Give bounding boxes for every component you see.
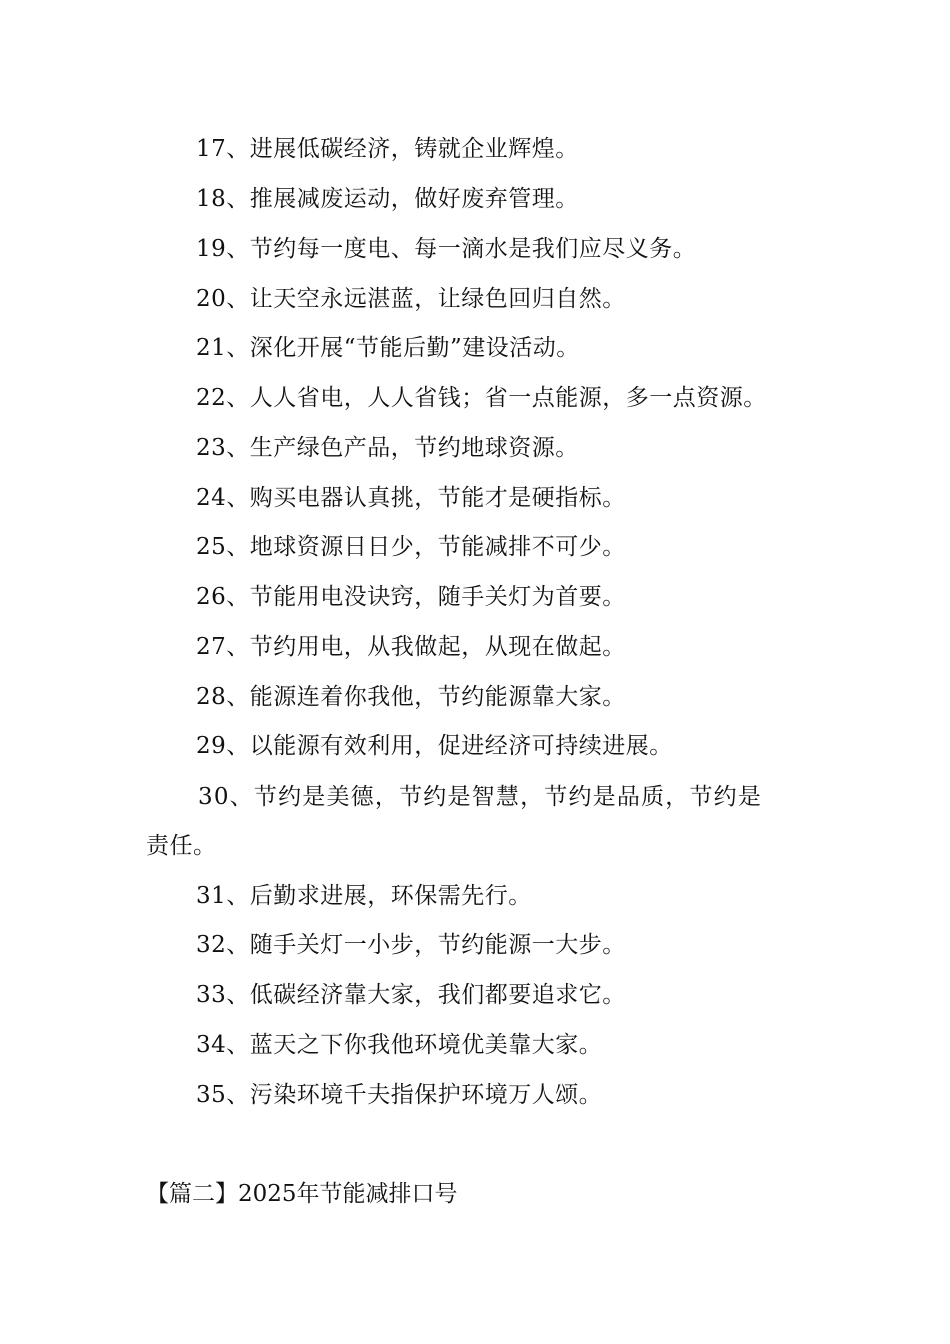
slogan-23: 23、生产绿色产品，节约地球资源。: [196, 435, 579, 461]
slogan-17: 17、进展低碳经济，铸就企业辉煌。: [196, 136, 579, 162]
slogan-35: 35、污染环境千夫指保护环境万人颂。: [196, 1082, 603, 1108]
slogan-32: 32、随手关灯一小步，节约能源一大步。: [196, 932, 626, 958]
slogan-30-continued: 责任。: [146, 833, 217, 859]
slogan-33: 33、低碳经济靠大家，我们都要追求它。: [196, 982, 626, 1008]
slogan-24: 24、购买电器认真挑，节能才是硬指标。: [196, 485, 626, 511]
slogan-34: 34、蓝天之下你我他环境优美靠大家。: [196, 1032, 603, 1058]
slogan-30: 30、节约是美德，节约是智慧，节约是品质，节约是: [198, 784, 763, 810]
section-heading: 【篇二】2025年节能减排口号: [146, 1181, 458, 1207]
slogan-18: 18、推展减废运动，做好废弃管理。: [196, 186, 579, 212]
slogan-27: 27、节约用电，从我做起，从现在做起。: [196, 634, 626, 660]
slogan-20: 20、让天空永远湛蓝，让绿色回归自然。: [196, 286, 626, 312]
slogan-25: 25、地球资源日日少，节能减排不可少。: [196, 534, 626, 560]
slogan-29: 29、以能源有效利用，促进经济可持续进展。: [196, 733, 673, 759]
slogan-21: 21、深化开展“节能后勤”建设活动。: [196, 335, 580, 361]
slogan-28: 28、能源连着你我他，节约能源靠大家。: [196, 684, 626, 710]
slogan-26: 26、节能用电没诀窍，随手关灯为首要。: [196, 584, 626, 610]
slogan-31: 31、后勤求进展，环保需先行。: [196, 883, 532, 909]
slogan-19: 19、节约每一度电、每一滴水是我们应尽义务。: [196, 236, 697, 262]
slogan-22: 22、人人省电，人人省钱；省一点能源，多一点资源。: [196, 385, 767, 411]
